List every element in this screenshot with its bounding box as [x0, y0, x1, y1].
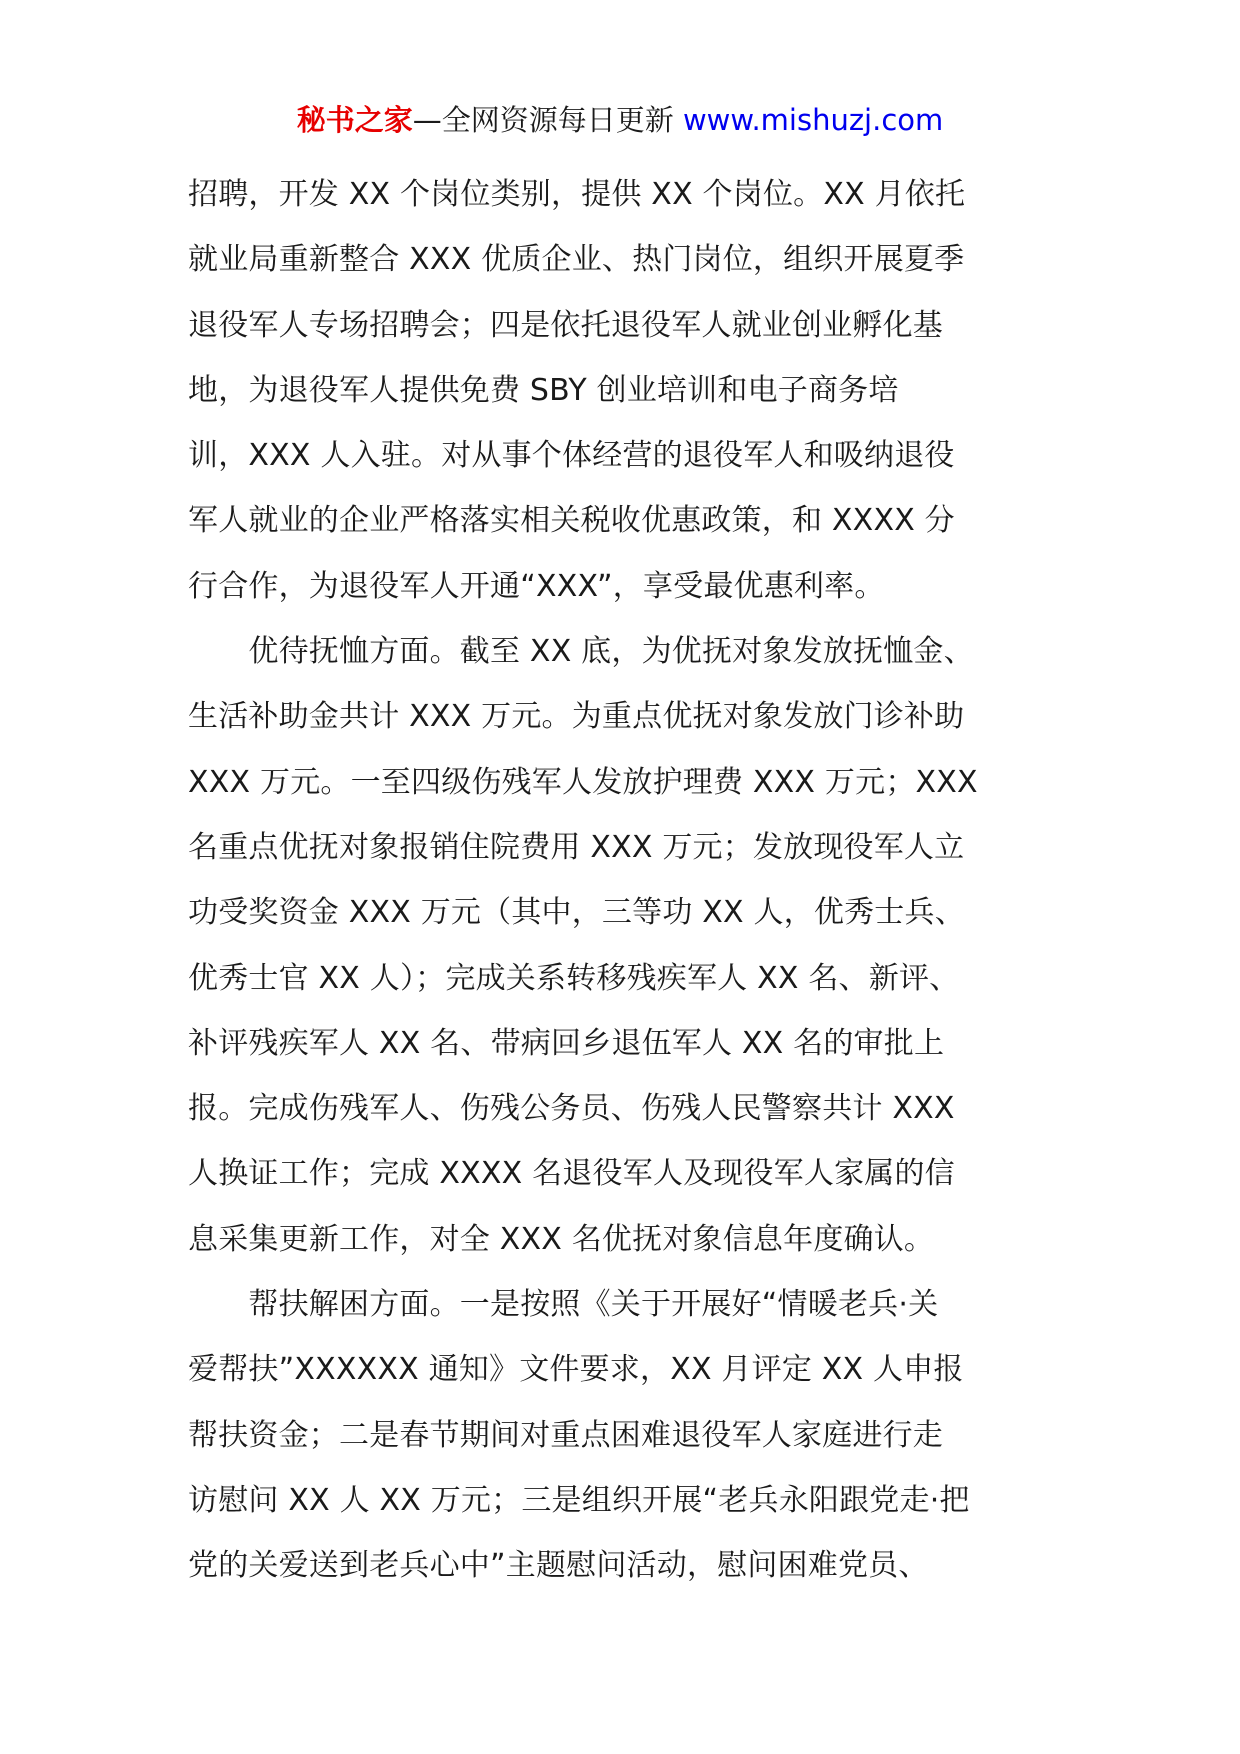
text-line: 人换证工作；完成 XXXX 名退役军人及现役军人家属的信	[188, 1156, 955, 1192]
text-line: 行合作，为退役军人开通“XXX”，享受最优惠利率。	[188, 568, 885, 604]
text-line: 息采集更新工作，对全 XXX 名优抚对象信息年度确认。	[188, 1221, 935, 1257]
text-line: 地，为退役军人提供免费 SBY 创业培训和电子商务培	[188, 372, 899, 408]
text-line: 报。完成伤残军人、伤残公务员、伤残人民警察共计 XXX	[188, 1091, 955, 1127]
text-line: 补评残疾军人 XX 名、带病回乡退伍军人 XX 名的审批上	[188, 1025, 945, 1061]
text-line: 优待抚恤方面。截至 XX 底，为优抚对象发放抚恤金、	[188, 634, 974, 670]
text-line: 爱帮扶”XXXXXX 通知》文件要求，XX 月评定 XX 人申报	[188, 1352, 964, 1388]
text-line: 访慰问 XX 人 XX 万元；三是组织开展“老兵永阳跟党走·把	[188, 1482, 970, 1518]
text-line: 生活补助金共计 XXX 万元。为重点优抚对象发放门诊补助	[188, 699, 965, 735]
text-line: 功受奖资金 XXX 万元（其中，三等功 XX 人，优秀士兵、	[188, 895, 965, 931]
text-line: 党的关爱送到老兵心中”主题慰问活动，慰问困难党员、	[188, 1548, 929, 1584]
text-line: 帮扶解困方面。一是按照《关于开展好“情暖老兵·关	[188, 1287, 939, 1323]
document-body	[188, 162, 1058, 1599]
text-line: 就业局重新整合 XXX 优质企业、热门岗位，组织开展夏季	[188, 242, 965, 278]
site-header	[0, 100, 1240, 140]
text-line: 退役军人专场招聘会；四是依托退役军人就业创业孵化基	[188, 307, 943, 343]
text-line: XXX 万元。一至四级伤残军人发放护理费 XXX 万元；XXX	[188, 764, 978, 800]
text-line: 军人就业的企业严格落实相关税收优惠政策，和 XXXX 分	[188, 503, 955, 539]
site-brand: 秘书之家	[296, 103, 413, 137]
text-line: 训，XXX 人入驻。对从事个体经营的退役军人和吸纳退役	[188, 438, 955, 474]
text-line: 帮扶资金；二是春节期间对重点困难退役军人家庭进行走	[188, 1417, 943, 1453]
text-line: 招聘，开发 XX 个岗位类别，提供 XX 个岗位。XX 月依托	[188, 177, 966, 212]
site-tagline: —全网资源每日更新	[412, 103, 674, 137]
text-line: 名重点优抚对象报销住院费用 XXX 万元；发放现役军人立	[188, 829, 965, 865]
site-url-link[interactable]: www.mishuzj.com	[682, 103, 944, 137]
text-line: 优秀士官 XX 人）；完成关系转移残疾军人 XX 名、新评、	[188, 960, 960, 996]
